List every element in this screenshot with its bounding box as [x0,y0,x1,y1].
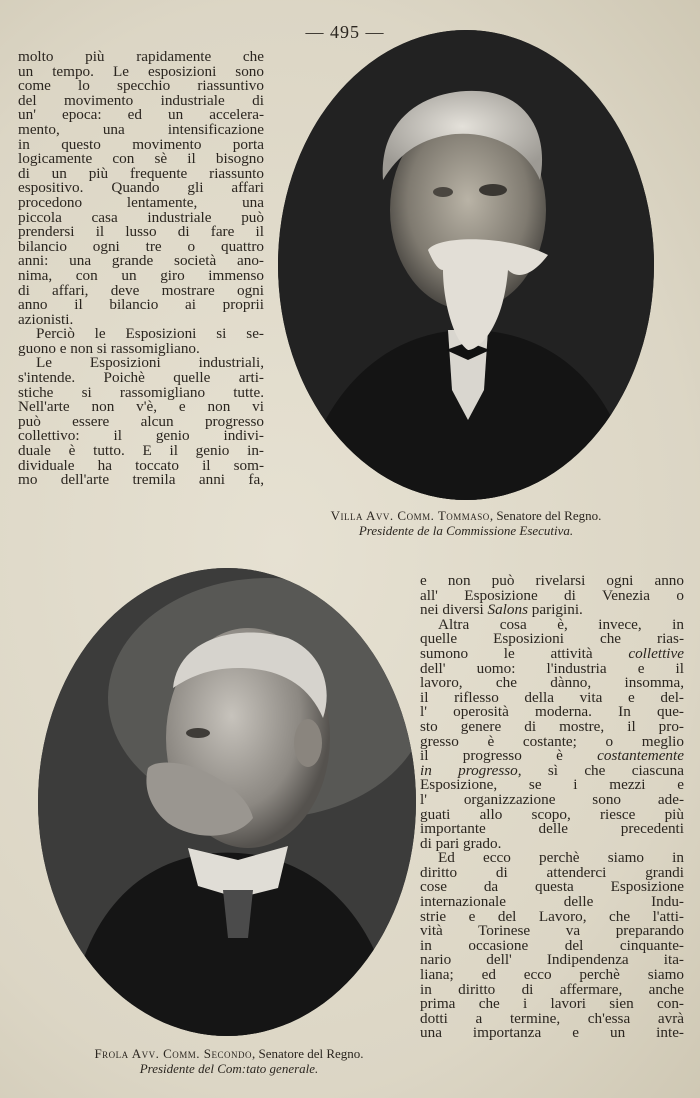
text-line: lavoro, che dànno, insomma, [420,674,684,692]
text-line: l' organizzazione sono ade- [420,790,684,808]
text-line: Ed ecco perchè siamo in [438,849,684,867]
text-line: di un più frequente riassunto [18,164,264,182]
text-line: diritto di attenderci grandi [420,863,684,881]
text-fragment: il progresso è [420,747,598,765]
text-emphasis: costantemente [597,747,684,765]
caption-frola-role: Presidente del Com:tato generale. [139,1061,319,1076]
text-line: di affari, deve mostrare ogni [18,281,264,299]
text-line: vità Torinese va preparando [420,922,684,940]
text-line: collettivo: il genio indivi- [18,427,264,445]
text-line: mento, una intensificazione [18,120,264,138]
text-line: come lo specchio riassuntivo [18,77,264,95]
text-line: di pari grado. [420,834,502,852]
text-line: anni: una grande società ano- [18,252,264,270]
text-line: una importanza e un inte- [420,1024,684,1042]
text-line: nima, con un giro immenso [18,266,264,284]
text-line: internazionale delle Indu- [420,893,684,911]
text-line: Nell'arte non v'è, e non vi [18,398,264,416]
caption-frola-title: , Senatore del Regno. [252,1046,364,1061]
text-line: molto più rapidamente che [18,48,264,65]
caption-villa-role: Presidente de la Commissione Esecutiva. [358,523,574,538]
text-line: Altra cosa è, invece, in [438,615,684,633]
text-line: dell' uomo: l'industria e il [420,659,684,677]
text-line: mo dell'arte tremila anni fa, [18,471,264,489]
text-line: guono e non si rassomigliano. [18,339,200,357]
text-line: prendersi il lusso di fare il [18,223,264,241]
text-line: anno il bilancio ai proprii [18,296,264,314]
text-line: duale è tutto. E il genio in- [18,442,264,460]
text-line: logicamente con sè il bisogno [18,150,264,168]
text-line: quelle Esposizioni che rias- [420,630,684,648]
text-line: bilancio ogni tre o quattro [18,237,264,255]
text-line: prima che i lavori sien con- [420,995,684,1013]
text-emphasis: collettive [628,644,684,662]
text-line: strie e del Lavoro, che l'atti- [420,907,684,925]
text-line: procedono lentamente, una [18,193,264,211]
caption-frola-name: Frola Avv. Comm. Secondo [94,1046,252,1061]
text-line: in diritto di affermare, anche [420,980,684,998]
text-line: Perciò le Esposizioni si se- [36,325,264,343]
portrait-frola-illustration [38,568,416,1036]
right-paragraph-3 [420,851,684,1041]
left-paragraph-2 [18,327,264,356]
text-line: guati allo scopo, riesce più [420,805,684,823]
text-fragment: sumono le attività [420,644,629,662]
right-text-column [420,574,684,1041]
text-line: azionisti. [18,310,74,328]
left-paragraph-1 [18,50,264,327]
text-line: all' Esposizione di Venezia o [420,586,684,604]
text-line: in questo movimento porta [18,135,264,153]
text-line: s'intende. Poichè quelle arti- [18,369,264,387]
text-line: un tempo. Le esposizioni sono [18,62,264,80]
text-line: un' epoca: ed un accelera- [18,106,264,124]
page-number: — 495 — [305,22,385,42]
caption-villa [280,508,652,538]
caption-frola [44,1046,414,1076]
text-line: dividuale ha toccato il som- [18,456,264,474]
caption-villa-name: Villa Avv. Comm. Tommaso [330,508,490,523]
text-line: può essere alcun progresso [18,412,264,430]
portrait-villa-illustration [278,30,654,500]
text-line: l' operosità moderna. In que- [420,703,684,721]
text-fragment: sì che ciascuna [521,761,684,779]
text-line: in occasione del cinquante- [420,936,684,954]
text-line: importante delle precedenti [420,820,684,838]
portrait-photo-frola [38,568,416,1036]
text-line: Le Esposizioni industriali, [36,354,264,372]
text-emphasis: Salons [487,601,528,619]
text-line: liana; ed ecco perchè siamo [420,966,684,984]
text-line: piccola casa industriale può [18,208,264,226]
right-paragraph-1 [420,574,684,618]
text-line: gresso è costante; o meglio [420,732,684,750]
text-fragment: parigini. [528,601,583,619]
left-paragraph-3 [18,356,264,487]
text-line: espositivo. Quando gli affari [18,179,264,197]
portrait-photo-villa [278,30,654,500]
text-fragment: nei diversi [420,601,488,619]
text-line: Esposizione, se i mezzi e [420,776,684,794]
text-line: cose da questa Esposizione [420,878,684,896]
text-line: del movimento industriale di [18,91,264,109]
text-line: dotti a termine, ch'essa avrà [420,1009,684,1027]
text-line: il riflesso della vita e del- [420,688,684,706]
text-line: e non può rivelarsi ogni anno [420,572,684,589]
text-line: stiche si rassomigliano tutte. [18,383,264,401]
right-paragraph-2 [420,615,684,852]
left-text-column [18,50,264,488]
text-line: nario dell' Indipendenza ita- [420,951,684,969]
text-line: sto genere di mostre, il pro- [420,717,684,735]
caption-villa-title: , Senatore del Regno. [489,508,602,523]
text-emphasis: in progresso, [420,761,522,779]
